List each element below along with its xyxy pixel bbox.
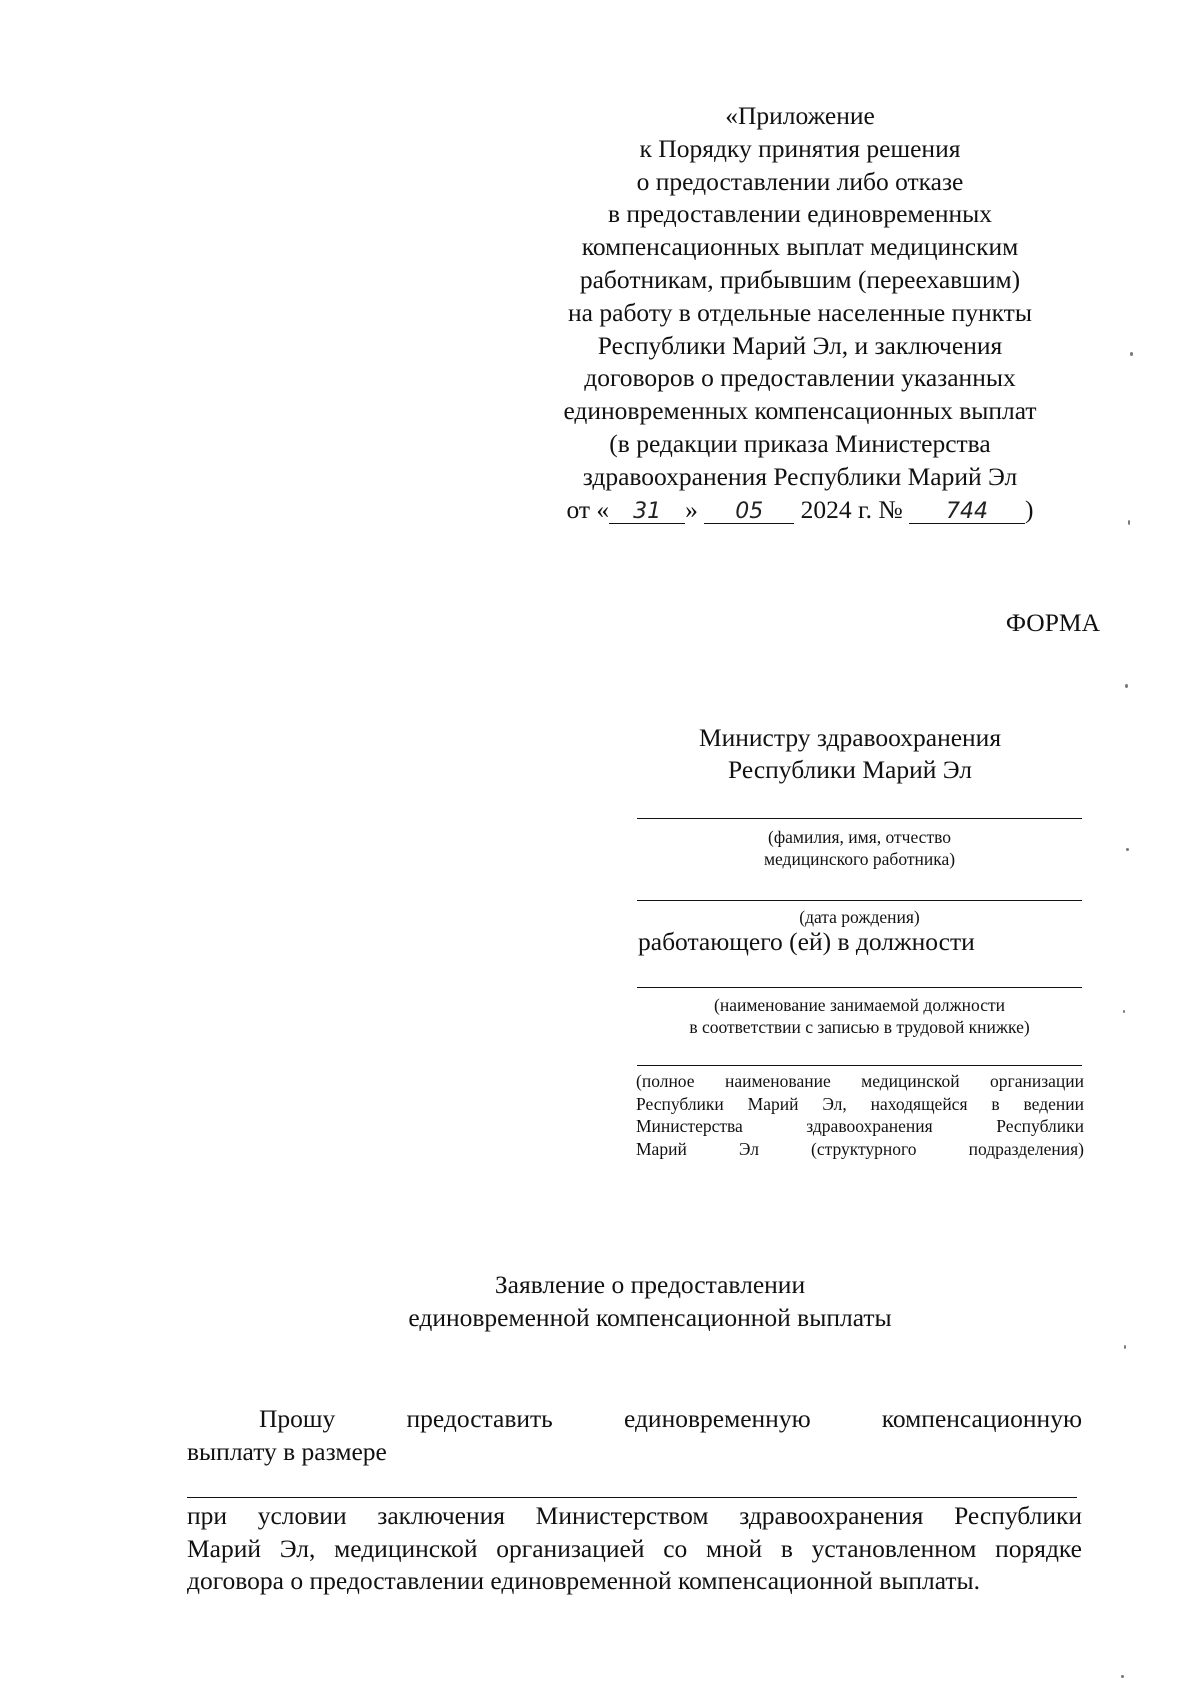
position-caption: (наименование занимаемой должности в соответствии с записью в трудовой книжке) bbox=[689, 995, 1030, 1037]
appendix-line: к Порядку принятия решения bbox=[639, 133, 961, 163]
appendix-line: на работу в отдельные населенные пункты bbox=[568, 297, 1032, 327]
appendix-line: в предоставлении единовременных bbox=[607, 199, 993, 229]
appendix-header bbox=[520, 100, 1080, 526]
order-date-line: от « 31 » 05 2024 г. № 744 ) bbox=[566, 494, 1034, 524]
dob-caption: (дата рождения) bbox=[799, 907, 920, 927]
scan-speck bbox=[1125, 684, 1128, 688]
appendix-line: единовременных компенсационных выплат bbox=[563, 396, 1037, 426]
appendix-line: договоров о предоставлении указанных bbox=[584, 363, 1016, 393]
fio-caption: (фамилия, имя, отчество медицинского работника) bbox=[763, 827, 956, 869]
appendix-line: работникам, прибывшим (переехавшим) bbox=[579, 264, 1021, 294]
scan-speck bbox=[1128, 520, 1130, 525]
position-field-line[interactable] bbox=[637, 987, 1082, 988]
request-paragraph: Прошу предоставить единовременную компенсационную выплату в размере bbox=[187, 1404, 1082, 1466]
appendix-line: Республики Марий Эл, и заключения bbox=[597, 330, 1003, 360]
dob-field-line[interactable] bbox=[637, 900, 1082, 901]
addressee-line-2: Республики Марий Эл bbox=[728, 755, 972, 784]
fio-field-line[interactable] bbox=[637, 818, 1082, 819]
appendix-line: (в редакции приказа Министерства bbox=[609, 428, 991, 458]
organization-field-line[interactable] bbox=[637, 1065, 1082, 1066]
scan-speck bbox=[1121, 1675, 1124, 1678]
appendix-line: о предоставлении либо отказе bbox=[636, 166, 964, 196]
addressee bbox=[620, 722, 1080, 786]
order-number-field[interactable]: 744 bbox=[909, 500, 1025, 524]
order-month-field[interactable]: 05 bbox=[704, 500, 794, 524]
appendix-line: компенсационных выплат медицинским bbox=[581, 232, 1019, 262]
scan-speck bbox=[1124, 1345, 1126, 1349]
organization-caption: (полное наименование медицинской организации Республики Марий Эл, находящейся в ведении Министерства здравоохранения Республики Марий Эл (структурного подразделения) bbox=[636, 1071, 1084, 1159]
scan-speck bbox=[1130, 352, 1133, 356]
form-label: ФОРМА bbox=[1005, 608, 1100, 637]
order-day-field[interactable]: 31 bbox=[609, 500, 685, 524]
appendix-line: здравоохранения Республики Марий Эл bbox=[582, 461, 1018, 491]
condition-paragraph: при условии заключения Министерством здравоохранения Республики Марий Эл, медицинской организацией со мной в установленном порядке договора о предоставлении единовременной компенсационной выплаты. bbox=[187, 1501, 1082, 1595]
working-as-label: работающего (ей) в должности bbox=[638, 927, 975, 956]
addressee-line-1: Министру здравоохранения bbox=[698, 723, 1002, 752]
appendix-line: «Приложение bbox=[725, 101, 875, 130]
scan-speck bbox=[1126, 848, 1129, 851]
statement-title: Заявление о предоставлении единовременной компенсационной выплаты bbox=[408, 1270, 892, 1332]
scan-speck bbox=[1123, 1010, 1125, 1013]
amount-field-line[interactable] bbox=[187, 1497, 1077, 1498]
